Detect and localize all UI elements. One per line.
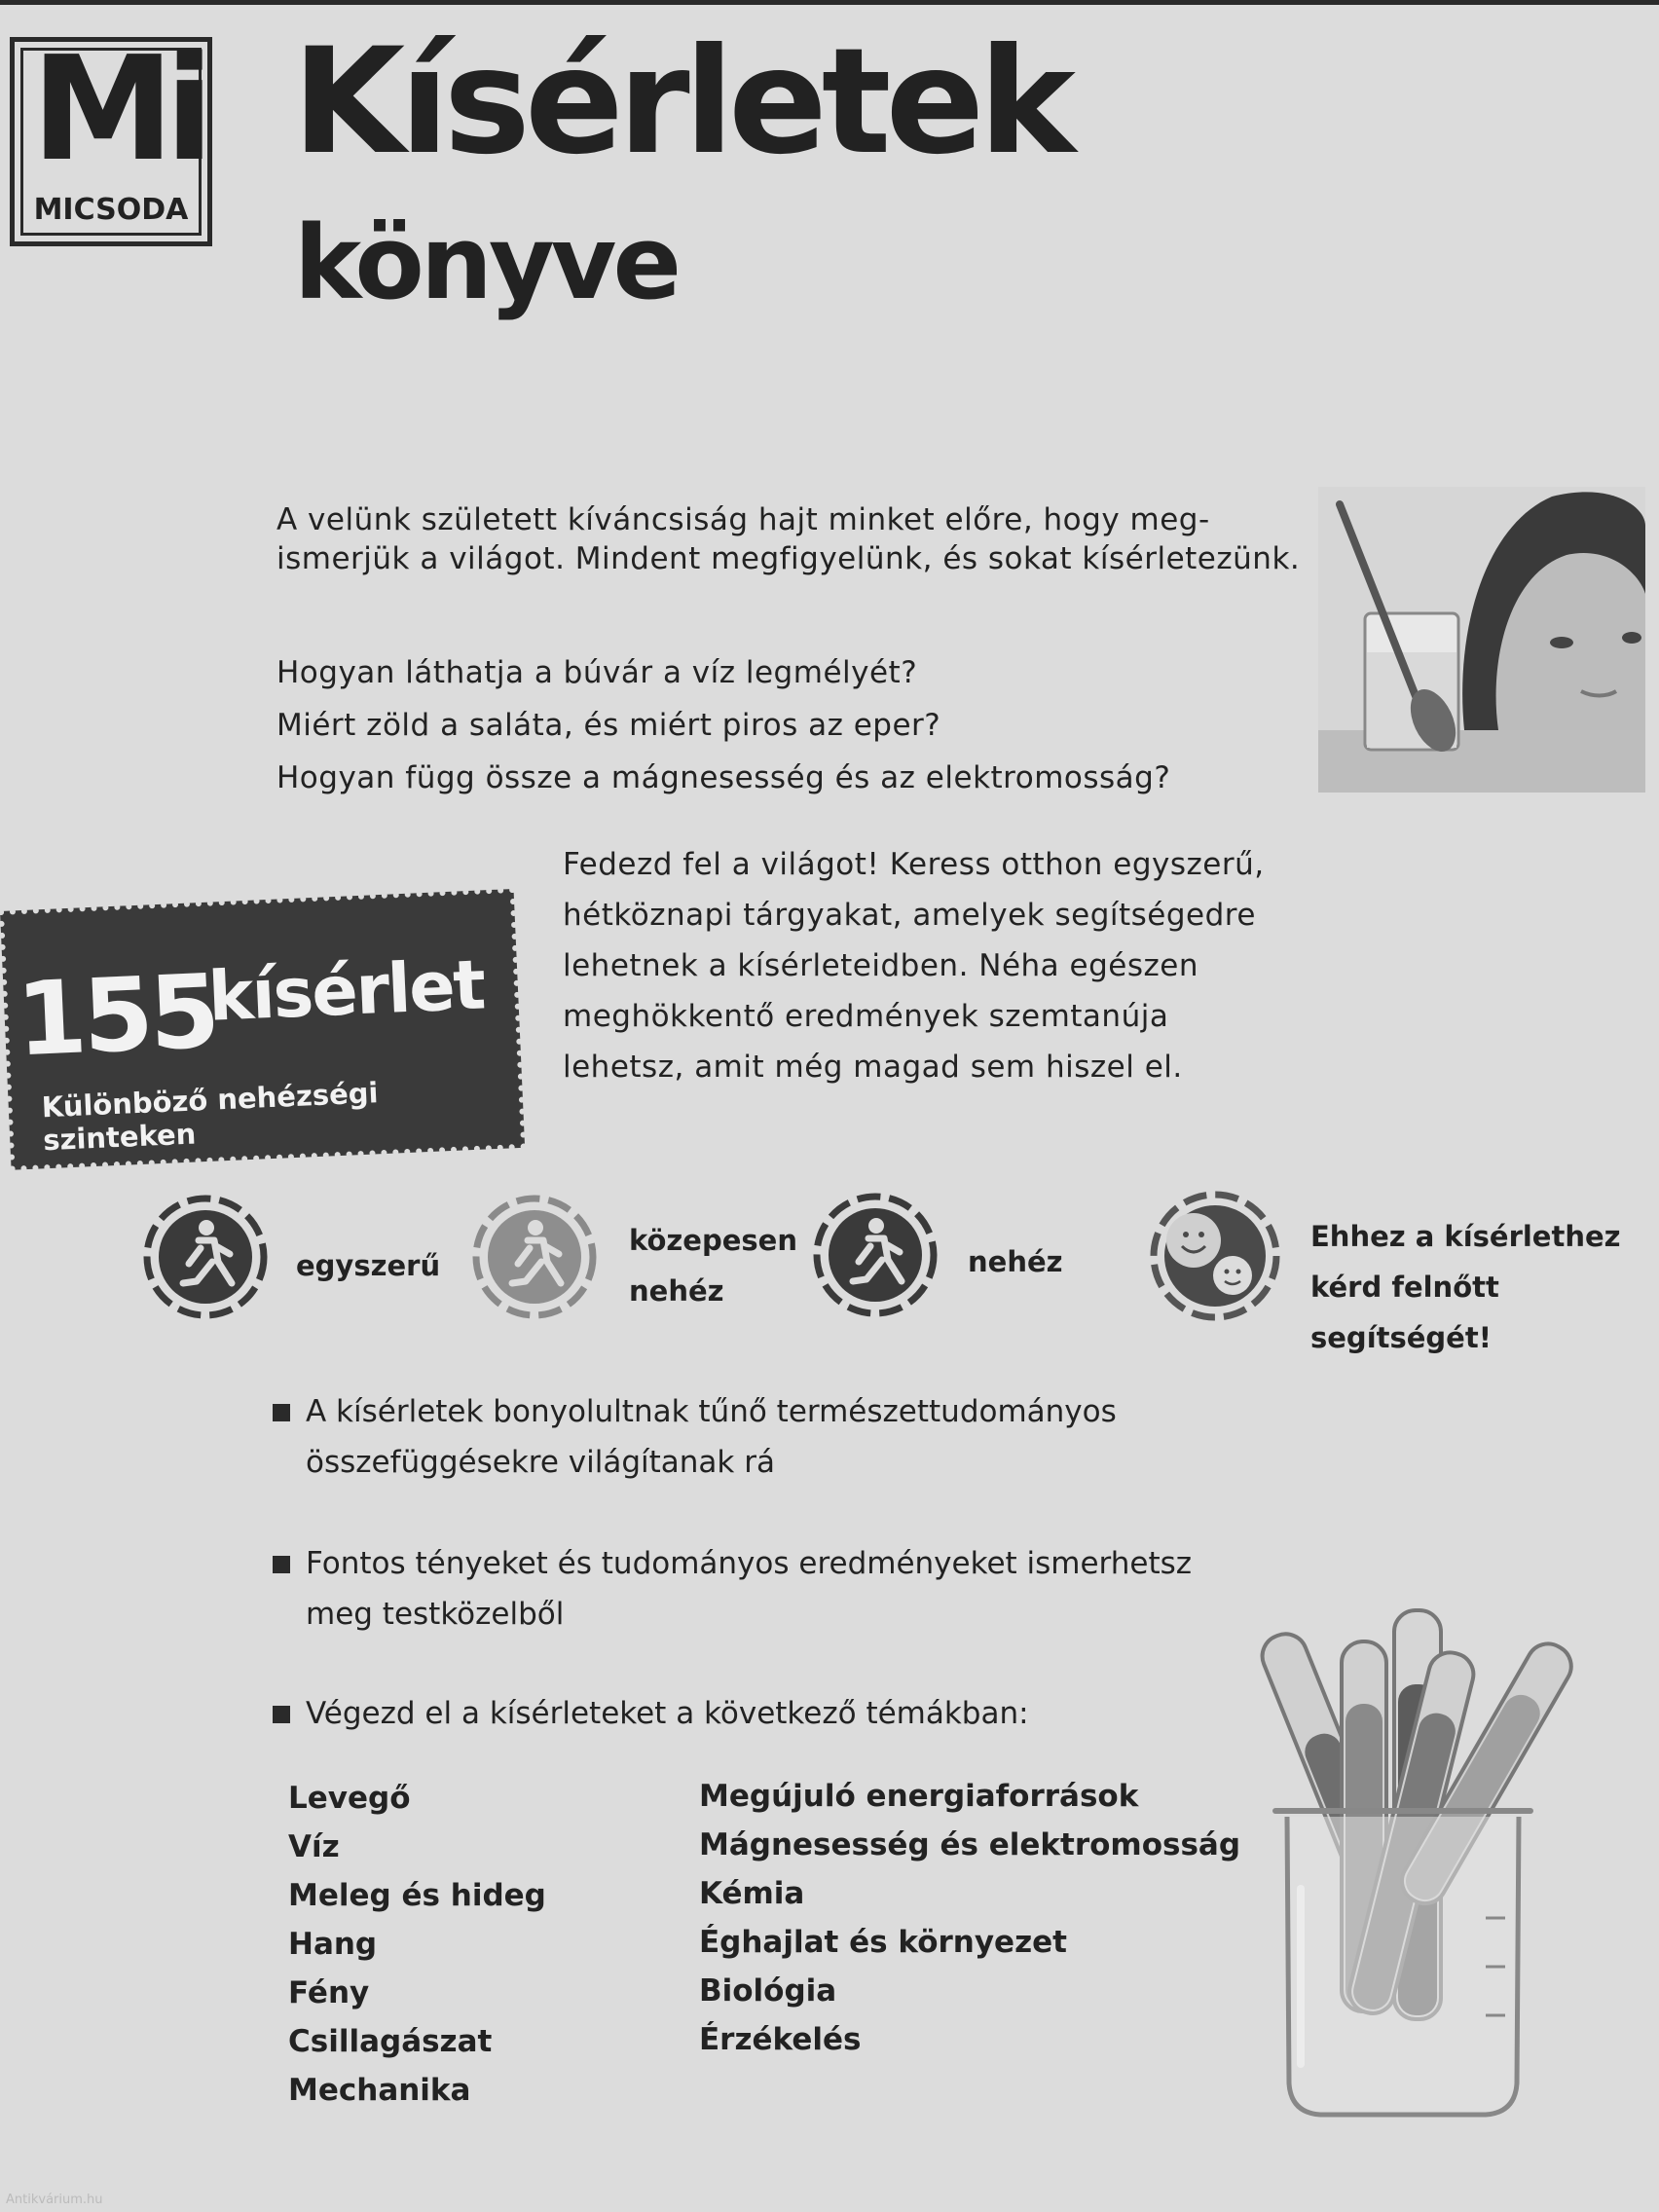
label-adult xyxy=(1310,1211,1659,1363)
intro-paragraph: A velünk született kíváncsiság hajt minket előre, hogy meg- ismerjük a világot. Mindent megfigyelünk, és sokat kísérletezünk. xyxy=(276,502,1301,576)
logo-brand: MICSODA xyxy=(33,193,189,227)
discover-paragraph: Fedezd fel a világot! Keress otthon egyszerű, hétköznapi tárgyakat, amelyek segítségedre lehetnek a kísérleteidben. Néha egészen meghökkentő eredmények szemtanúja lehetsz, amit még magad sem hiszel el. xyxy=(563,847,1265,1085)
bullet-1 xyxy=(273,1386,1285,1488)
topics-left xyxy=(288,1774,546,2115)
badge-number: 155 xyxy=(14,951,219,1080)
bullet-2-line2: meg testközelből xyxy=(306,1597,565,1632)
label-adult-line2: kérd felnőtt segítségét! xyxy=(1310,1271,1499,1354)
question-3: Hogyan függ össze a mágnesesség és az elektromosság? xyxy=(276,760,1171,795)
label-easy: egyszerű xyxy=(296,1249,441,1282)
topic: Víz xyxy=(288,1829,340,1864)
label-medium-line1: közepesen xyxy=(629,1224,797,1257)
bullet-2-line1: Fontos tényeket és tudományos eredményeket ismerhetsz xyxy=(306,1546,1193,1581)
question-1: Hogyan láthatja a búvár a víz legmélyét? xyxy=(276,655,918,690)
topic: Mágnesesség és elektromosság xyxy=(699,1827,1241,1862)
title-line-2: könyve xyxy=(294,203,678,322)
bullet-square xyxy=(273,1556,290,1573)
topic: Megújuló energiaforrások xyxy=(699,1779,1139,1814)
topics-right xyxy=(699,1772,1240,2064)
topic: Csillagászat xyxy=(288,2024,493,2059)
bullet-2 xyxy=(273,1538,1285,1640)
topic: Meleg és hideg xyxy=(288,1878,546,1913)
bullet-3 xyxy=(273,1688,1285,1739)
questions xyxy=(276,646,1270,804)
label-medium xyxy=(629,1215,797,1316)
label-hard: nehéz xyxy=(968,1245,1063,1278)
micsoda-logo xyxy=(10,25,212,246)
topic: Biológia xyxy=(699,1973,837,2009)
hard-walker-icon xyxy=(812,1192,939,1318)
logo-mark: Mi xyxy=(31,25,205,193)
girl-glass-photo xyxy=(1318,487,1645,793)
topic: Éghajlat és környezet xyxy=(699,1925,1067,1960)
top-rule xyxy=(0,0,1659,5)
adult-help-icon xyxy=(1149,1190,1281,1322)
bullet-square xyxy=(273,1706,290,1723)
easy-walker-icon xyxy=(142,1194,269,1320)
topic: Érzékelés xyxy=(699,2022,862,2057)
topic: Levegő xyxy=(288,1781,411,1816)
badge-subtitle: Különböző nehézségi szinteken xyxy=(41,1076,380,1158)
topic: Hang xyxy=(288,1927,378,1962)
watermark: Antikvárium.hu xyxy=(6,2193,103,2207)
bullet-square xyxy=(273,1404,290,1421)
topic: Fény xyxy=(288,1975,370,2010)
topic: Mechanika xyxy=(288,2073,471,2108)
bullet-1-line1: A kísérletek bonyolultnak tűnő természettudományos xyxy=(306,1394,1117,1429)
test-tubes-beaker-image xyxy=(1203,1597,1612,2122)
experiment-count-badge xyxy=(0,889,525,1170)
topic: Kémia xyxy=(699,1876,805,1911)
label-adult-line1: Ehhez a kísérlethez xyxy=(1310,1220,1621,1253)
title-line-1: Kísérletek xyxy=(292,18,1070,187)
medium-walker-icon xyxy=(471,1194,598,1320)
bullet-1-line2: összefüggésekre világítanak rá xyxy=(306,1445,775,1480)
label-medium-line2: nehéz xyxy=(629,1274,724,1308)
question-2: Miért zöld a saláta, és miért piros az eper? xyxy=(276,708,941,743)
badge-word: kísérlet xyxy=(206,944,486,1037)
bullet-3-line1: Végezd el a kísérleteket a következő témákban: xyxy=(306,1696,1029,1731)
